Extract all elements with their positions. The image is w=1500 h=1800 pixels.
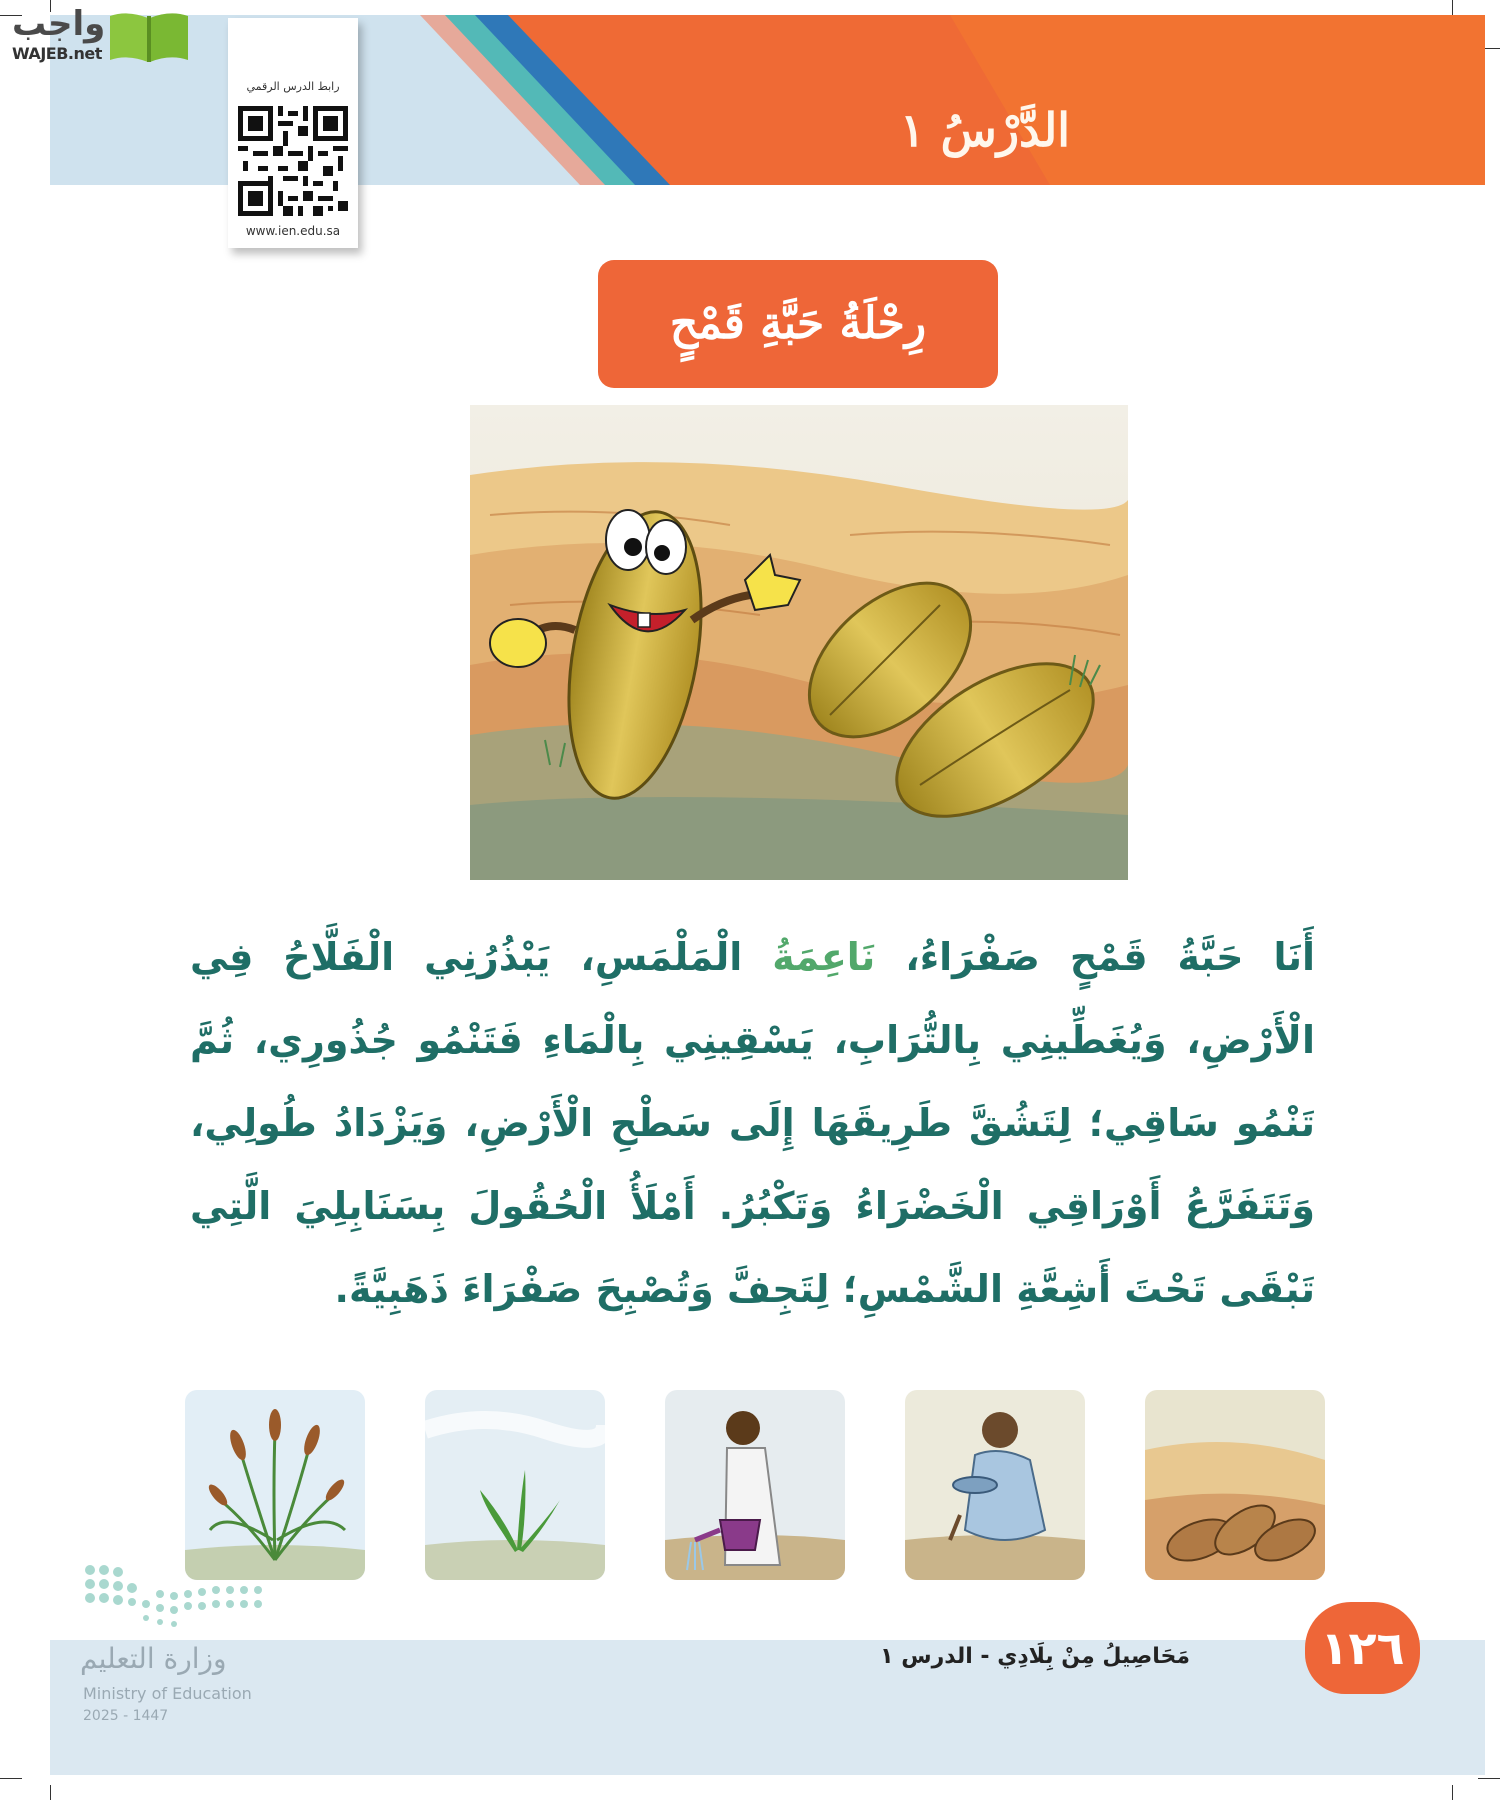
story-text: أَنَا حَبَّةُ قَمْحٍ صَفْرَاءُ، (875, 935, 1316, 979)
qr-url[interactable]: www.ien.edu.sa (245, 224, 341, 238)
step-grown-wheat-image (185, 1390, 365, 1580)
ministry-name-arabic: وزارة التعليم (80, 1642, 227, 1675)
footer-unit-text: مَحَاصِيلُ مِنْ بِلَادِي - الدرس ١ (880, 1644, 1190, 1669)
ministry-name-english: Ministry of Education (83, 1684, 252, 1703)
page-number-badge: ١٢٦ (1305, 1602, 1420, 1694)
story-paragraph (190, 916, 1315, 1331)
crop-mark (1452, 1785, 1453, 1800)
crop-mark (0, 1778, 22, 1779)
step-watering-image (665, 1390, 845, 1580)
story-title: رِحْلَةُ حَبَّةِ قَمْحٍ (598, 260, 998, 388)
crop-mark (50, 1785, 51, 1800)
step-planting-image (905, 1390, 1085, 1580)
book-icon (106, 6, 192, 66)
qr-label: رابط الدرس الرقمي (246, 80, 340, 93)
step-seeds-image (1145, 1390, 1325, 1580)
story-text: الْمَلْمَسِ، يَبْذُرُنِي الْفَلَّاحُ فِي الْأَرْضِ، وَيُغَطِّينِي بِالتُّرَابِ، يَسْقِينِي بِالْمَاءِ فَتَنْمُو جُذُورِي، ثُمَّ تَنْمُو سَاقِي؛ لِتَشُقَّ طَرِيقَهَا إِلَى سَطْحِ الْأَرْضِ، وَيَزْدَادُ طُولِي، وَتَتَفَرَّعُ أَوْرَاقِي الْخَضْرَاءُ وَتَكْبُرُ. أَمْلَأُ الْحُقُولَ بِسَنَابِلِيَ الَّتِي تَبْقَى تَحْتَ أَشِعَّةِ الشَّمْسِ؛ لِتَجِفَّ وَتُصْبِحَ صَفْرَاءَ ذَهَبِيَّةً. (190, 935, 1315, 1311)
step-sprout-image (425, 1390, 605, 1580)
wajeb-logo-english: WAJEB.net (12, 44, 102, 63)
ministry-logo (80, 1560, 280, 1730)
qr-code-icon[interactable] (238, 106, 348, 216)
crop-mark (1478, 1778, 1500, 1779)
ministry-year: 2025 - 1447 (83, 1708, 169, 1724)
qr-card[interactable] (228, 18, 358, 248)
wajeb-logo-arabic: واجب (12, 4, 106, 44)
story-highlight-word: نَاعِمَةُ (772, 935, 876, 979)
wheat-grain-illustration (470, 405, 1128, 880)
ministry-dots-icon (80, 1560, 270, 1630)
wajeb-logo (6, 2, 192, 66)
lesson-title: الدَّرْسُ ١ (899, 103, 1070, 157)
